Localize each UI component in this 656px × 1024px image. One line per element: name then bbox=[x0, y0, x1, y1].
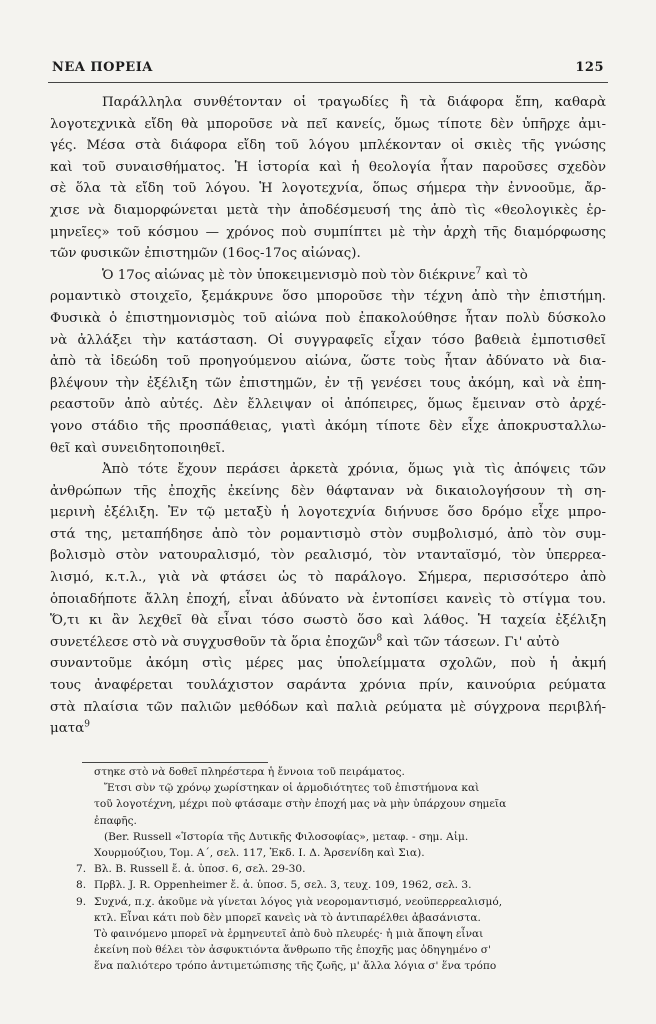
text-line: συναντοῦμε ἀκόμη στὶς μέρες μας ὑπολείμματα σχολῶν, ποὺ ἡ ἀκμή bbox=[50, 656, 606, 672]
footnote-text: Πρβλ. J. R. Oppenheimer ἔ. ἀ. ὑποσ. 5, σελ. 3, τευχ. 109, 1962, σελ. 3. bbox=[94, 879, 472, 892]
main-text bbox=[50, 92, 606, 740]
text-line: γονο στάδιο τῆς προσπάθειας, γιατὶ ἀκόμη τίποτε δὲν εἶχε ἀποκρυσταλλω- bbox=[50, 418, 606, 434]
footnote-line bbox=[76, 894, 606, 910]
footnote-line: ἐκείνη ποὺ θέλει τὸν ἀσφυκτιόντα ἄνθρωπο τῆς ἐποχῆς μας ὁδηγημένο σ' bbox=[94, 944, 491, 957]
text-line: λισμό, κ.τ.λ., γιὰ νὰ φτάσει ὡς τὸ παράλογο. Σήμερα, περισσότερο ἀπὸ bbox=[50, 570, 606, 586]
text-line: στά της, μεταπήδησε ἀπὸ τὸν ρομαντισμὸ στὸν συμβολισμό, ἀπὸ τὸν συμ- bbox=[50, 526, 606, 542]
text-line: σὲ ὅλα τὰ εἴδη τοῦ λόγου. Ἡ λογοτεχνία, ὅπως σήμερα τὴν ἐννοοῦμε, ἄρ- bbox=[50, 181, 606, 197]
text-line: γές. Μέσα στὰ διάφορα εἴδη τοῦ λόγου μπλέκονταν οἱ σκιὲς τῆς γνώσης bbox=[50, 138, 606, 154]
text-line: καὶ τοῦ συναισθήματος. Ἡ ἱστορία καὶ ἡ θεολογία ἦταν παροῦσες σχεδὸν bbox=[50, 159, 606, 175]
text-line: ἀπὸ τὰ ἰδεώδη τοῦ προηγούμενου αἰώνα, ὥστε τοὺς ἦταν ἀδύνατο νὰ δια- bbox=[50, 354, 606, 370]
footnote-line: Τὸ φαινόμενο μπορεῖ νὰ ἑρμηνευτεῖ ἀπὸ δυὸ πλευρές· ἡ μιὰ ἄποψη εἶναι bbox=[94, 927, 484, 940]
footnote-line: Ἔτσι σὺν τῷ χρόνῳ χωρίστηκαν οἱ ἁρμοδιότητες τοῦ ἐπιστήμονα καὶ bbox=[104, 782, 480, 795]
journal-title: ΝΕΑ ΠΟΡΕΙΑ bbox=[52, 60, 153, 75]
text-line: μηνεῖες» τοῦ κόσμου — χρόνος ποὺ συμπίπτει μὲ τὴν ἀρχὴ τῆς διαμόρφωσης bbox=[50, 224, 606, 240]
footnote-rule bbox=[82, 762, 268, 763]
text-line: ἀνθρώπων τῆς ἐποχῆς ἐκείνης δὲν θάφταναν νὰ δικαιολογήσουν τὴ ση- bbox=[50, 483, 606, 499]
footnote-line: κτλ. Εἶναι κάτι ποὺ δὲν μπορεῖ κανεὶς νὰ τὸ ἀντιπαρέλθει ἀβασάνιστα. bbox=[94, 911, 481, 924]
text-span: καὶ τὸ bbox=[481, 267, 528, 283]
text-span: συνετέλεσε στὸ νὰ συγχυσθοῦν τὰ ὅρια ἐποχῶν bbox=[50, 634, 377, 650]
footnote-number: 7. bbox=[76, 863, 87, 876]
footnote-line: στηκε στὸ νὰ δοθεῖ πληρέστερα ἡ ἔννοια τοῦ πειράματος. bbox=[94, 766, 405, 778]
footnote-ref: 8 bbox=[376, 633, 383, 644]
text-line: θεῖ καὶ συνειδητοποιηθεῖ. bbox=[50, 440, 226, 456]
footnotes bbox=[76, 764, 606, 974]
footnote-line: ἕνα παλιότερο τρόπο ἀντιμετώπισης τῆς ζωῆς, μ' ἄλλα λόγια σ' ἕνα τρόπο bbox=[94, 960, 497, 973]
footnote-text: Βλ. B. Russell ἔ. ἀ. ὑποσ. 6, σελ. 29-30. bbox=[94, 863, 306, 876]
text-line: τῶν φυσικῶν ἐπιστημῶν (16ος-17ος αἰώνας). bbox=[50, 246, 361, 262]
text-line: Φυσικὰ ὁ ἐπιστημονισμὸς τοῦ αἰώνα ποὺ ἐπακολούθησε ἦταν πολὺ δύσκολο bbox=[50, 310, 606, 326]
text-line bbox=[50, 265, 606, 287]
text-line: Ὅ,τι κι ἂν λεχθεῖ θὰ εἶναι τόσο σωστὸ ὅσο καὶ λάθος. Ἡ ταχεία ἐξέλιξη bbox=[50, 613, 606, 629]
footnote-line: (Ber. Russell «Ἱστορία τῆς Δυτικῆς Φιλοσοφίας», μεταφ. - σημ. Αἰμ. bbox=[104, 830, 469, 843]
text-span: καὶ τῶν τάσεων. Γι' αὐτὸ bbox=[382, 634, 560, 650]
text-line: λογοτεχνικὰ εἴδη θὰ μποροῦσε νὰ πεῖ κανείς, ὅμως τίποτε δὲν ὑπῆρχε ἀμι- bbox=[50, 116, 606, 132]
text-line: χισε νὰ διαμορφώνεται μετὰ τὴν ἀποδέσμευσή της ἀπὸ τὶς «θεολογικὲς ἑρ- bbox=[50, 202, 606, 218]
text-line: ρομαντικὸ στοιχεῖο, ξεμάκρυνε ὅσο μποροῦσε τὴν τέχνη ἀπὸ τὴν ἐπιστήμη. bbox=[50, 289, 606, 305]
page-number: 125 bbox=[575, 60, 604, 75]
text-line: στὰ πλαίσια τῶν παλιῶν μεθόδων καὶ παλιὰ ρεύματα μὲ σύγχρονα περιβλή- bbox=[50, 699, 606, 715]
text-line: βλέψουν τὴν ἐξέλιξη τῶν ἐπιστημῶν, ἐν τῇ γενέσει τους ἀκόμη, καὶ νὰ ἐπη- bbox=[50, 375, 606, 391]
footnote-line: Χουρμούζιου, Τομ. Α΄, σελ. 117, Ἐκδ. Ι. Δ. Ἀρσενίδη καὶ Σια). bbox=[94, 846, 425, 859]
footnote-line: τοῦ λογοτέχνη, μέχρι ποὺ φτάσαμε στὴν ἐποχή μας νὰ μὴν ὑπάρχουν σημεῖα bbox=[94, 798, 507, 811]
text-line: Παράλληλα συνθέτονταν οἱ τραγωδίες ἢ τὰ διάφορα ἔπη, καθαρὰ bbox=[102, 95, 606, 110]
footnote-line: ἐπαφῆς. bbox=[94, 814, 137, 827]
text-span: ματα bbox=[50, 721, 85, 737]
header-rule bbox=[48, 82, 608, 83]
text-line: Ἀπὸ τότε ἔχουν περάσει ἀρκετὰ χρόνια, ὅμως γιὰ τὶς ἀπόψεις τῶν bbox=[102, 462, 606, 478]
text-line: τους ἀναφέρεται τουλάχιστον σαράντα χρόνια πρίν, καινούρια ρεύματα bbox=[50, 678, 606, 694]
text-line: ρεαστοῦν ἀπὸ αὐτές. Δὲν ἔλλειψαν οἱ ἀπόπειρες, ὅμως ἔμειναν στὸ ἀρχέ- bbox=[50, 397, 606, 413]
footnote-ref: 9 bbox=[84, 719, 90, 730]
running-header bbox=[40, 60, 616, 80]
text-line: μερινὴ ἐξέλιξη. Ἐν τῷ μεταξὺ ἡ λογοτεχνία διήνυσε ὅσο δρόμο εἶχε μπρο- bbox=[50, 505, 606, 521]
footnote-text: Συχνά, π.χ. ἀκοῦμε νὰ γίνεται λόγος γιὰ νεορομαντισμό, νεοϋπερρεαλισμό, bbox=[94, 895, 503, 908]
text-line: βολισμὸ στὸν νατουραλισμό, τὸν ρεαλισμό, τὸν ντανταϊσμό, τὸν ὑπερρεα- bbox=[50, 548, 606, 564]
text-line: νὰ ἀλλάξει τὴν κατάσταση. Οἱ συγγραφεῖς εἶχαν τόσο βαθειὰ ἐμποτισθεῖ bbox=[50, 332, 606, 348]
text-line: ὁποιαδήποτε ἄλλη ἐποχή, εἶναι ἀδύνατο νὰ ἐντοπίσει κανεὶς τὸ στίγμα του. bbox=[50, 591, 606, 607]
footnote-number: 8. bbox=[76, 879, 87, 892]
text-line bbox=[50, 632, 606, 654]
footnote-line bbox=[76, 861, 606, 877]
footnote-line bbox=[76, 877, 606, 893]
footnote-ref: 7 bbox=[475, 266, 482, 277]
footnote-number: 9. bbox=[76, 895, 87, 908]
text-line bbox=[50, 718, 606, 740]
text-span: Ὁ 17ος αἰώνας μὲ τὸν ὑποκειμενισμὸ ποὺ τὸν διέκρινε bbox=[102, 267, 476, 283]
